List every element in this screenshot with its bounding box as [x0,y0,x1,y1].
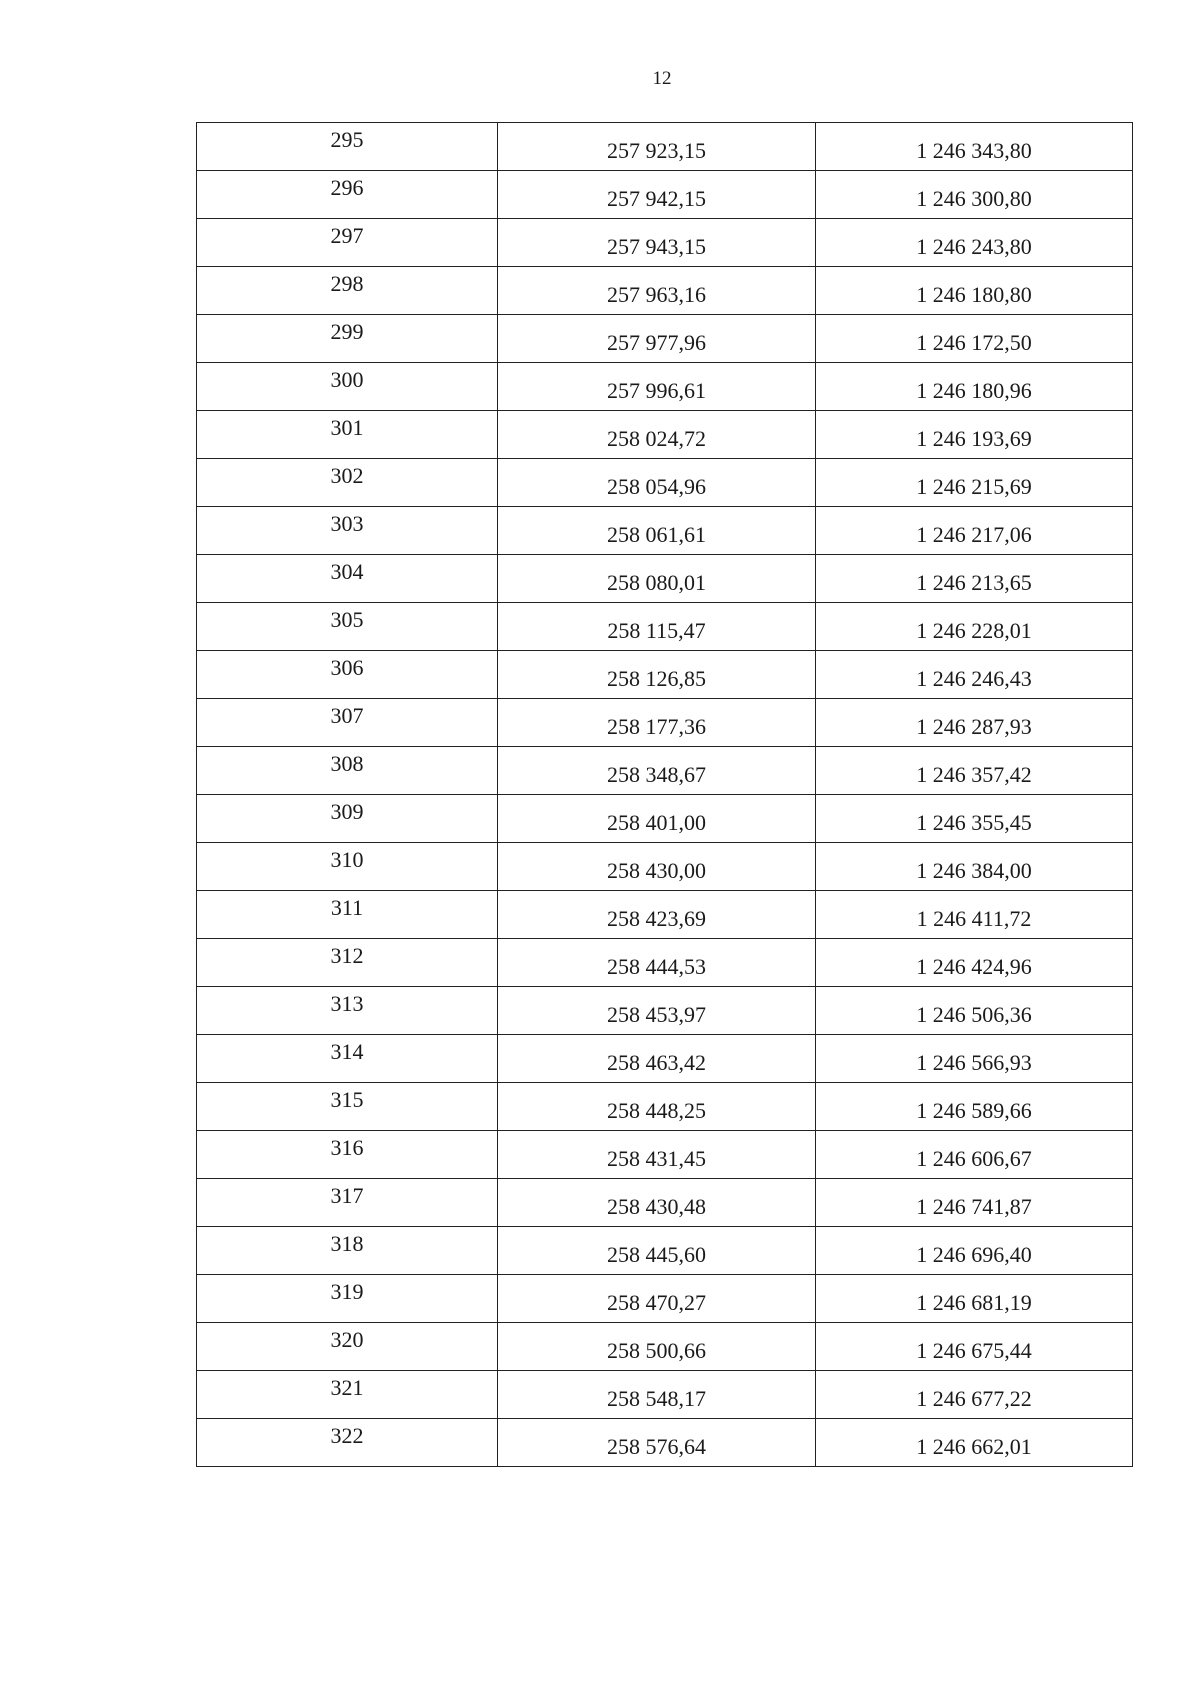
point-number-cell: 321 [197,1371,498,1419]
point-number-cell: 300 [197,363,498,411]
y-coordinate-cell: 1 246 589,66 [816,1083,1133,1131]
table-row [197,747,1133,795]
x-coordinate-cell: 257 943,15 [498,219,816,267]
y-coordinate-cell: 1 246 246,43 [816,651,1133,699]
x-coordinate-cell: 258 061,61 [498,507,816,555]
point-number-cell: 311 [197,891,498,939]
y-coordinate-cell: 1 246 675,44 [816,1323,1133,1371]
coordinates-table-body [197,123,1133,1467]
x-coordinate-cell: 257 996,61 [498,363,816,411]
table-row [197,843,1133,891]
table-row [197,1419,1133,1467]
x-coordinate-cell: 258 470,27 [498,1275,816,1323]
point-number-cell: 303 [197,507,498,555]
table-row [197,1131,1133,1179]
y-coordinate-cell: 1 246 696,40 [816,1227,1133,1275]
table-row [197,1371,1133,1419]
point-number-cell: 299 [197,315,498,363]
y-coordinate-cell: 1 246 193,69 [816,411,1133,459]
table-row [197,267,1133,315]
table-row [197,1179,1133,1227]
point-number-cell: 296 [197,171,498,219]
table-row [197,651,1133,699]
point-number-cell: 305 [197,603,498,651]
x-coordinate-cell: 258 126,85 [498,651,816,699]
y-coordinate-cell: 1 246 180,80 [816,267,1133,315]
point-number-cell: 302 [197,459,498,507]
point-number-cell: 312 [197,939,498,987]
x-coordinate-cell: 258 115,47 [498,603,816,651]
y-coordinate-cell: 1 246 424,96 [816,939,1133,987]
point-number-cell: 314 [197,1035,498,1083]
x-coordinate-cell: 258 430,00 [498,843,816,891]
y-coordinate-cell: 1 246 506,36 [816,987,1133,1035]
x-coordinate-cell: 258 444,53 [498,939,816,987]
x-coordinate-cell: 258 024,72 [498,411,816,459]
table-row [197,459,1133,507]
table-row [197,507,1133,555]
x-coordinate-cell: 258 500,66 [498,1323,816,1371]
point-number-cell: 313 [197,987,498,1035]
table-row [197,987,1133,1035]
x-coordinate-cell: 258 348,67 [498,747,816,795]
point-number-cell: 304 [197,555,498,603]
table-row [197,1035,1133,1083]
x-coordinate-cell: 258 445,60 [498,1227,816,1275]
table-row [197,411,1133,459]
y-coordinate-cell: 1 246 287,93 [816,699,1133,747]
point-number-cell: 295 [197,123,498,171]
x-coordinate-cell: 257 963,16 [498,267,816,315]
table-row [197,219,1133,267]
point-number-cell: 322 [197,1419,498,1467]
y-coordinate-cell: 1 246 215,69 [816,459,1133,507]
x-coordinate-cell: 258 431,45 [498,1131,816,1179]
y-coordinate-cell: 1 246 357,42 [816,747,1133,795]
y-coordinate-cell: 1 246 741,87 [816,1179,1133,1227]
y-coordinate-cell: 1 246 217,06 [816,507,1133,555]
point-number-cell: 297 [197,219,498,267]
table-row [197,123,1133,171]
y-coordinate-cell: 1 246 300,80 [816,171,1133,219]
y-coordinate-cell: 1 246 384,00 [816,843,1133,891]
x-coordinate-cell: 258 423,69 [498,891,816,939]
point-number-cell: 307 [197,699,498,747]
point-number-cell: 308 [197,747,498,795]
y-coordinate-cell: 1 246 172,50 [816,315,1133,363]
y-coordinate-cell: 1 246 662,01 [816,1419,1133,1467]
y-coordinate-cell: 1 246 355,45 [816,795,1133,843]
point-number-cell: 301 [197,411,498,459]
y-coordinate-cell: 1 246 606,67 [816,1131,1133,1179]
table-row [197,603,1133,651]
x-coordinate-cell: 258 430,48 [498,1179,816,1227]
x-coordinate-cell: 258 054,96 [498,459,816,507]
table-row [197,555,1133,603]
x-coordinate-cell: 257 923,15 [498,123,816,171]
point-number-cell: 318 [197,1227,498,1275]
point-number-cell: 306 [197,651,498,699]
table-row [197,171,1133,219]
page-number: 12 [652,68,672,89]
y-coordinate-cell: 1 246 228,01 [816,603,1133,651]
coordinates-table [196,122,1133,1467]
x-coordinate-cell: 258 448,25 [498,1083,816,1131]
point-number-cell: 315 [197,1083,498,1131]
y-coordinate-cell: 1 246 213,65 [816,555,1133,603]
table-row [197,1083,1133,1131]
x-coordinate-cell: 258 463,42 [498,1035,816,1083]
y-coordinate-cell: 1 246 681,19 [816,1275,1133,1323]
y-coordinate-cell: 1 246 243,80 [816,219,1133,267]
point-number-cell: 298 [197,267,498,315]
table-row [197,315,1133,363]
x-coordinate-cell: 257 942,15 [498,171,816,219]
point-number-cell: 316 [197,1131,498,1179]
point-number-cell: 317 [197,1179,498,1227]
x-coordinate-cell: 258 548,17 [498,1371,816,1419]
table-row [197,699,1133,747]
table-row [197,1323,1133,1371]
y-coordinate-cell: 1 246 180,96 [816,363,1133,411]
x-coordinate-cell: 258 453,97 [498,987,816,1035]
table-row [197,795,1133,843]
table-row [197,939,1133,987]
x-coordinate-cell: 258 080,01 [498,555,816,603]
table-row [197,1227,1133,1275]
y-coordinate-cell: 1 246 411,72 [816,891,1133,939]
table-row [197,891,1133,939]
x-coordinate-cell: 258 177,36 [498,699,816,747]
y-coordinate-cell: 1 246 566,93 [816,1035,1133,1083]
x-coordinate-cell: 257 977,96 [498,315,816,363]
y-coordinate-cell: 1 246 343,80 [816,123,1133,171]
point-number-cell: 320 [197,1323,498,1371]
point-number-cell: 310 [197,843,498,891]
point-number-cell: 309 [197,795,498,843]
x-coordinate-cell: 258 401,00 [498,795,816,843]
x-coordinate-cell: 258 576,64 [498,1419,816,1467]
y-coordinate-cell: 1 246 677,22 [816,1371,1133,1419]
point-number-cell: 319 [197,1275,498,1323]
table-row [197,1275,1133,1323]
table-row [197,363,1133,411]
